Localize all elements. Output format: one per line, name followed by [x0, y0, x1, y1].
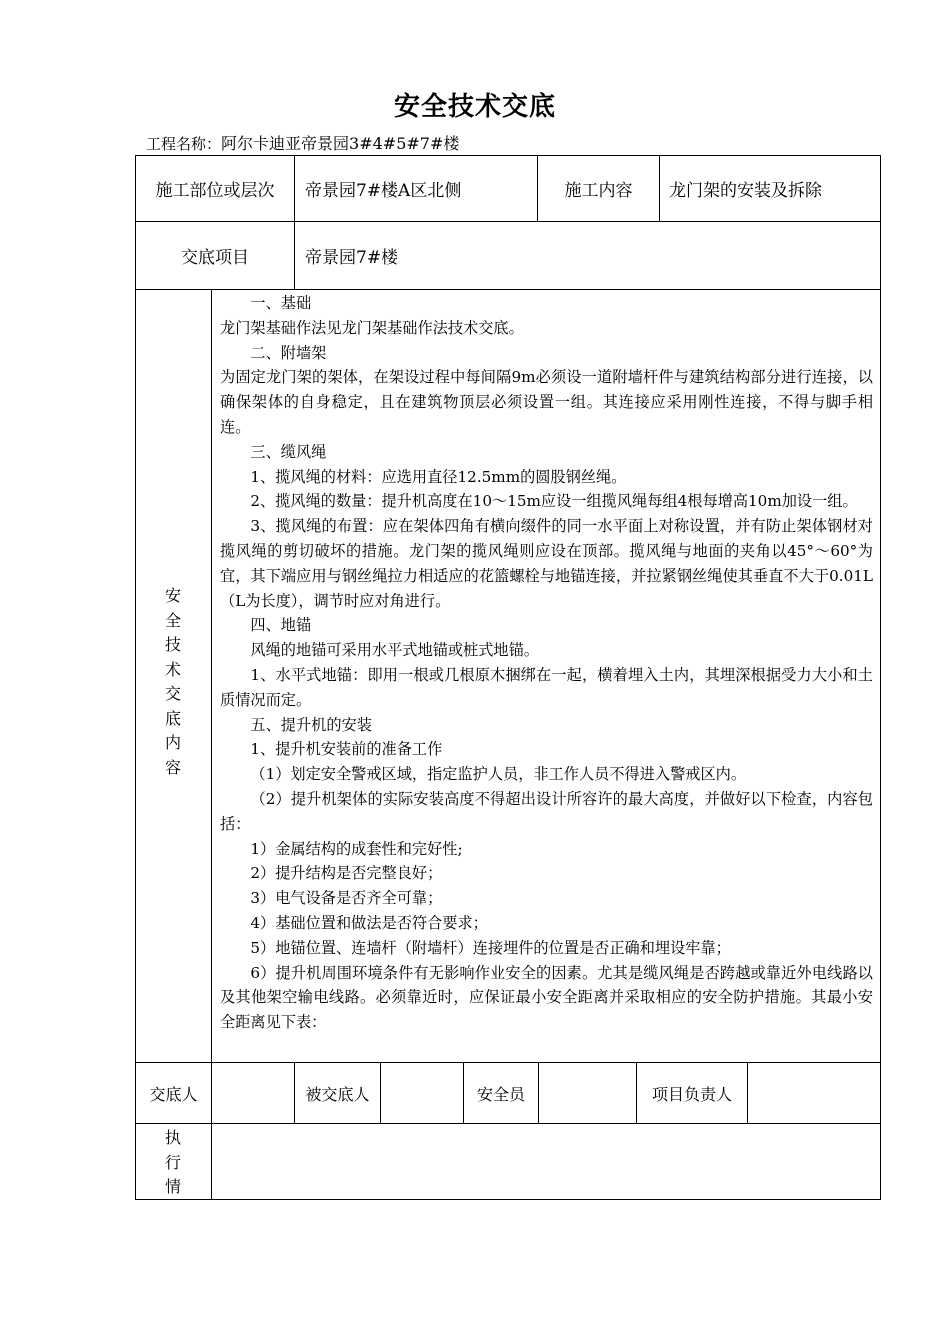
side-label-char: 容: [164, 757, 181, 777]
project-leader-signature-field[interactable]: [748, 1063, 880, 1123]
table-rule: [294, 155, 295, 289]
side-label-char: 内: [164, 733, 181, 752]
content-paragraph: 4）基础位置和做法是否符合要求；: [250, 913, 488, 932]
content-paragraph: 二、附墙架: [250, 343, 327, 362]
content-paragraph: （2）提升机架体的实际安装高度不得超出设计所容许的最大高度，并做好以下检查，内容包括：: [220, 789, 873, 833]
presenter-label: 交底人: [149, 1084, 198, 1104]
content-paragraph: 1、提升机安装前的准备工作: [250, 740, 443, 759]
safety-officer-label: 安全员: [476, 1084, 525, 1104]
content-paragraph: 3、揽风绳的布置：应在架体四角有横向缀件的同一水平面上对称设置，并有防止架体钢材对揽风绳的剪切破坏的措施。龙门架的揽风绳则应设在顶部。揽风绳与地面的夹角以45°～60°为宜，其下端应用与钢丝绳拉力相适应的花篮螺栓与地锚连接，并拉紧钢丝绳使其垂直不大于0.01L（L为长度），调节时应对角进行。: [220, 517, 873, 610]
content-paragraph: 一、基础: [250, 294, 312, 312]
table-rule: [659, 155, 660, 221]
side-label-char: 术: [164, 659, 181, 679]
presenter-signature-field[interactable]: [212, 1063, 294, 1123]
content-paragraph: 1、揽风绳的材料：应选用直径12.5mm的圆股钢丝绳。: [250, 467, 627, 486]
item-value: 帝景园7#楼: [305, 248, 399, 268]
safety-officer-signature-field[interactable]: [539, 1063, 636, 1123]
receiver-signature-field[interactable]: [381, 1063, 463, 1123]
location-value: 帝景园7#楼A区北侧: [305, 181, 462, 201]
side-label-char: 安: [164, 586, 181, 605]
content-paragraph: 2）提升结构是否完整良好；: [250, 864, 443, 883]
side-label-char: 技: [164, 635, 181, 654]
content-paragraph: 三、缆风绳: [250, 442, 327, 461]
content-paragraph: 龙门架基础作法见龙门架基础作法技术交底。: [220, 318, 524, 337]
table-rule: [135, 289, 881, 290]
content-paragraph: 6）提升机周围环境条件有无影响作业安全的因素。尤其是缆风绳是否跨越或靠近外电线路以及其他架空输电线路。必须靠近时，应保证最小安全距离并采取相应的安全防护措施。其最小安全距离见下表：: [220, 963, 873, 1032]
content-paragraph: 2、揽风绳的数量：提升机高度在10～15m应设一组揽风绳每组4根每增高10m加设一组。: [250, 492, 858, 511]
execution-label-char: 情: [164, 1177, 181, 1196]
project-label: 工程名称：: [146, 135, 222, 153]
project-name: 阿尔卡迪亚帝景园3#4#5#7#楼: [221, 134, 460, 153]
execution-field[interactable]: [212, 1124, 880, 1199]
project-leader-label: 项目负责人: [651, 1084, 732, 1104]
content-paragraph: 1）金属结构的成套性和完好性;: [250, 839, 463, 858]
content-paragraph: 五、提升机的安装: [250, 715, 372, 734]
execution-label-char: 执: [164, 1128, 181, 1147]
content-label: 施工内容: [564, 181, 633, 201]
disclosure-content: [220, 291, 873, 1035]
content-paragraph: 四、地锚: [250, 616, 312, 635]
side-label-char: 底: [164, 708, 181, 728]
project-line: [146, 131, 459, 154]
document-title: 安全技术交底: [393, 92, 556, 122]
item-label: 交底项目: [181, 248, 249, 268]
content-paragraph: 1、水平式地锚：即用一根或几根原木捆绑在一起，横着埋入土内，其埋深根据受力大小和土质情况而定。: [220, 665, 873, 709]
content-paragraph: 为固定龙门架的架体，在架设过程中每间隔9m必须设一道附墙杆件与建筑结构部分进行连接，以确保架体的自身稳定，且在建筑物顶层必须设置一组。其连接应采用刚性连接，不得与脚手相连。: [220, 368, 873, 436]
side-label-char: 全: [164, 610, 181, 630]
content-paragraph: 5）地锚位置、连墙杆（附墙杆）连接埋件的位置是否正确和埋设牢靠；: [250, 938, 731, 957]
side-label: [163, 584, 183, 780]
location-label: 施工部位或层次: [155, 181, 275, 201]
content-paragraph: 风绳的地锚可采用水平式地锚或桩式地锚。: [250, 641, 539, 660]
execution-label: [163, 1126, 183, 1200]
content-paragraph: （1）划定安全警戒区域，指定监护人员，非工作人员不得进入警戒区内。: [250, 765, 747, 784]
side-label-char: 交: [164, 684, 181, 703]
content-value: 龙门架的安装及拆除: [669, 181, 822, 201]
content-paragraph: 3）电气设备是否齐全可靠；: [250, 889, 443, 908]
execution-label-char: 行: [164, 1152, 181, 1172]
receiver-label: 被交底人: [305, 1084, 370, 1104]
